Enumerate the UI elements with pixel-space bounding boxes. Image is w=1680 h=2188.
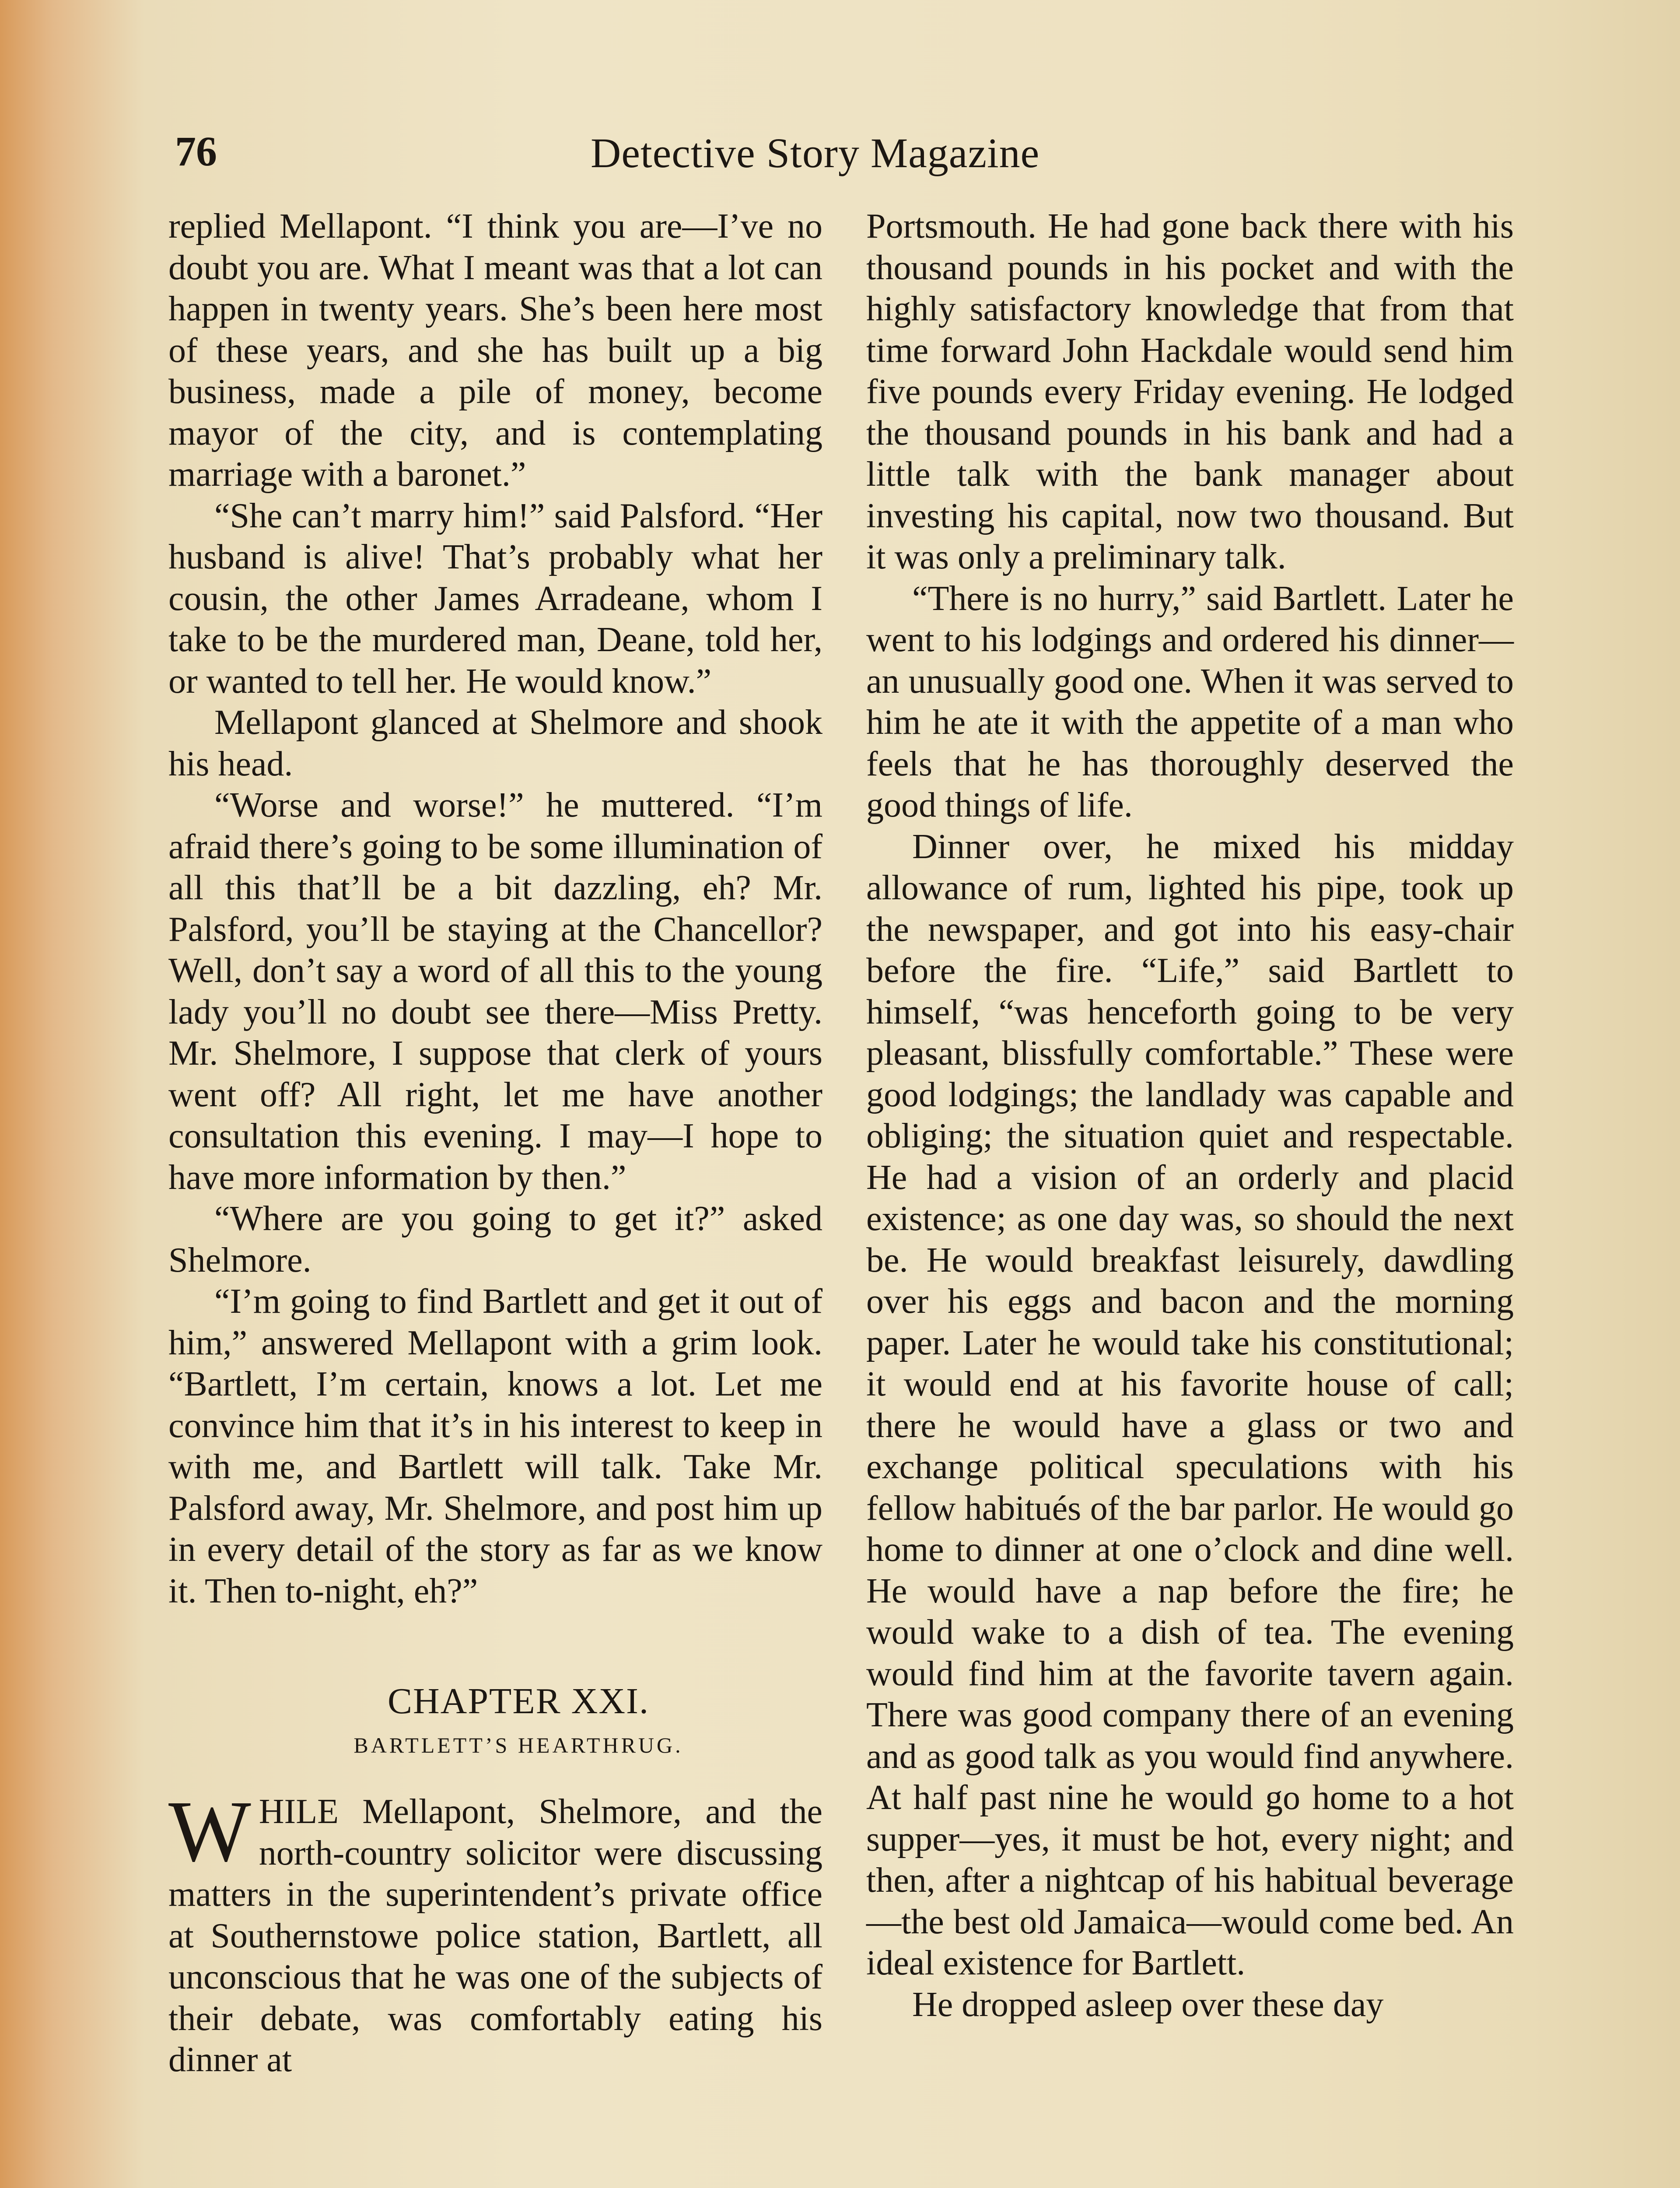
paragraph: “There is no hurry,” said Bartlett. Later he went to his lodgings and ordered his dinner—an unusually good one. When it was served to him he ate it with the appetite of a man who feels that he has thoroughly deserved the good things of life. <box>866 579 1514 824</box>
paragraph: Dinner over, he mixed his midday allowance of rum, lighted his pipe, took up the newspaper, and got into his easy-chair before the fire. “Life,” said Bartlett to himself, “was henceforth going to be very pleasant, blissfully comfortable.” These were good lodgings; the landlady was capable and obliging; the situation quiet and respectable. He had a vision of an orderly and placid existence; as one day was, so should the next be. He would breakfast leisurely, dawdling over his eggs and bacon and the morning paper. Later he would take his constitutional; it would end at his favorite house of call; there he would have a glass or two and exchange political speculations with his fellow habitués of the bar parlor. He would go home to dinner at one o’clock and dine well. He would have a nap before the fire; he would wake to a dish of tea. The evening would find him at the favorite tavern again. There was good company there of an evening and as good talk as you would find anywhere. At half past nine he would go home to a hot supper—yes, it must be hot, every night; and then, after a nightcap of his habitual beverage—the best old Jamaica—would come bed. An ideal existence for Bartlett. <box>866 827 1514 1982</box>
paragraph: “Where are you going to get it?” asked Shelmore. <box>168 1199 822 1280</box>
chapter-heading <box>168 1677 822 1765</box>
chapter-opening-paragraph <box>168 1783 822 2081</box>
chapter-opening-text: HILE Mellapont, Shelmore, and the north-country solicitor were discussing matters in the superintendent’s private office at Southernstowe police station, Bartlett, all unconscious that he was one of the subjects of their debate, was comfortably eating his dinner at <box>168 1792 822 2079</box>
paragraph: “I’m going to find Bartlett and get it out of him,” answered Mellapont with a grim look. “Bartlett, I’m certain, knows a lot. Let me convince him that it’s in his interest to keep in with me, and Bartlett will talk. Take Mr. Palsford away, Mr. Shelmore, and post him up in every detail of the story as far as we know it. Then to-night, eh?” <box>168 1282 822 1610</box>
paragraph: He dropped asleep over these day <box>912 1985 1384 2024</box>
chapter-subtitle: BARTLETT’S HEARTHRUG. <box>354 1733 683 1757</box>
left-column <box>168 206 822 2081</box>
paragraph: “Worse and worse!” he muttered. “I’m afraid there’s going to be some illumination of all this that’ll be a bit dazzling, eh? Mr. Palsford, you’ll be staying at the Chancellor? Well, don’t say a word of all this to the young lady you’ll no doubt see there—Miss Pretty. Mr. Shelmore, I suppose that clerk of yours went off? All right, let me have another consultation this evening. I may—I hope to have more information by then.” <box>168 786 822 1197</box>
page-header <box>175 127 1514 188</box>
paragraph: replied Mellapont. “I think you are—I’ve no doubt you are. What I meant was that a lot can happen in twenty years. She’s been here most of these years, and she has built up a big business, made a pile of money, become mayor of the city, and is contemplating marriage with a baronet.” <box>168 207 822 494</box>
running-head: Detective Story Magazine <box>591 130 1040 176</box>
page-number: 76 <box>175 128 217 175</box>
right-column <box>866 206 1514 2025</box>
paragraph: Portsmouth. He had gone back there with his thousand pounds in his pocket and with the highly satisfactory knowledge that from that time forward John Hackdale would send him five pounds every Friday evening. He lodged the thousand pounds in his bank and had a little talk with the bank manager about investing his capital, now two thousand. But it was only a preliminary talk. <box>866 207 1514 576</box>
drop-cap: W <box>168 1783 251 1880</box>
paragraph: Mellapont glanced at Shelmore and shook his head. <box>168 703 822 783</box>
paragraph: “She can’t marry him!” said Palsford. “Her husband is alive! That’s probably what her cousin, the other James Arradeane, whom I take to be the murdered man, Deane, told her, or wanted to tell her. He would know.” <box>168 496 822 701</box>
chapter-title: CHAPTER XXI. <box>387 1681 649 1722</box>
